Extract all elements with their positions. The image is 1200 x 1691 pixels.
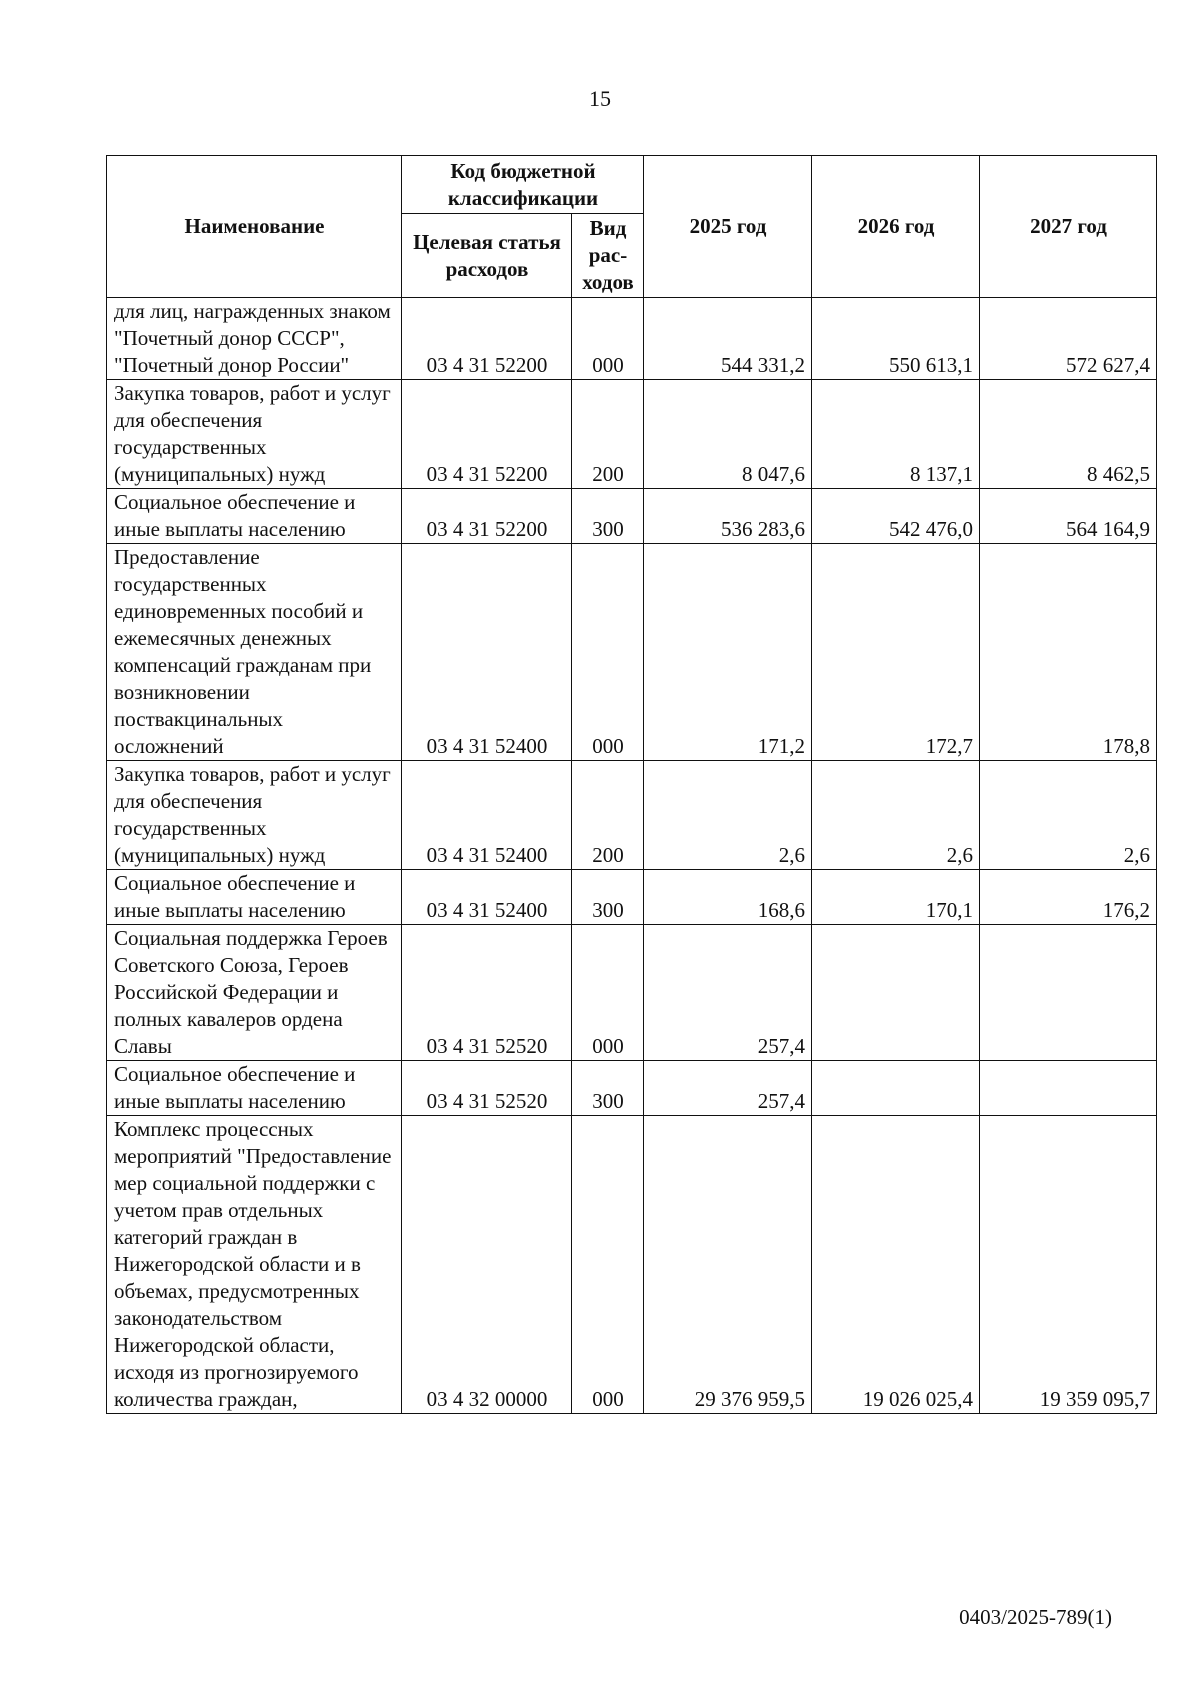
row-expense-type: 300 <box>572 1061 644 1116</box>
table-header <box>107 156 1157 298</box>
row-expense-type: 300 <box>572 870 644 925</box>
row-name: Социальное обеспечение и иные выплаты населению <box>107 489 402 544</box>
row-value-2026 <box>812 925 980 1061</box>
row-value-2026: 19 026 025,4 <box>812 1116 980 1414</box>
table-row <box>107 489 1157 544</box>
table-body <box>107 298 1157 1414</box>
row-target-item: 03 4 31 52200 <box>402 489 572 544</box>
table-row <box>107 544 1157 761</box>
row-value-2025: 168,6 <box>644 870 812 925</box>
row-value-2025: 257,4 <box>644 925 812 1061</box>
budget-table <box>106 155 1157 1414</box>
row-value-2027: 564 164,9 <box>980 489 1157 544</box>
row-expense-type: 200 <box>572 761 644 870</box>
row-value-2026: 542 476,0 <box>812 489 980 544</box>
row-target-item: 03 4 31 52400 <box>402 544 572 761</box>
header-year-2025: 2025 год <box>644 156 812 298</box>
table-row <box>107 761 1157 870</box>
row-expense-type: 000 <box>572 925 644 1061</box>
row-value-2026: 172,7 <box>812 544 980 761</box>
row-target-item: 03 4 32 00000 <box>402 1116 572 1414</box>
row-value-2027: 178,8 <box>980 544 1157 761</box>
row-value-2026: 170,1 <box>812 870 980 925</box>
row-value-2025: 8 047,6 <box>644 380 812 489</box>
header-name: Наименование <box>107 156 402 298</box>
page-number: 15 <box>589 86 611 111</box>
table-row <box>107 870 1157 925</box>
row-value-2027: 8 462,5 <box>980 380 1157 489</box>
row-value-2027: 176,2 <box>980 870 1157 925</box>
table-row <box>107 380 1157 489</box>
row-value-2027: 2,6 <box>980 761 1157 870</box>
row-expense-type: 000 <box>572 544 644 761</box>
row-name: Социальная поддержка Героев Советского Союза, Героев Российской Федерации и полных кавалеров ордена Славы <box>107 925 402 1061</box>
row-expense-type: 300 <box>572 489 644 544</box>
row-value-2026: 8 137,1 <box>812 380 980 489</box>
row-target-item: 03 4 31 52200 <box>402 380 572 489</box>
row-value-2026: 550 613,1 <box>812 298 980 380</box>
header-budget-code: Код бюджетной классификации <box>402 156 644 214</box>
row-value-2025: 536 283,6 <box>644 489 812 544</box>
row-name: Закупка товаров, работ и услуг для обеспечения государственных (муниципальных) нужд <box>107 380 402 489</box>
row-value-2027 <box>980 925 1157 1061</box>
row-value-2026: 2,6 <box>812 761 980 870</box>
header-year-2026: 2026 год <box>812 156 980 298</box>
table-row <box>107 298 1157 380</box>
row-value-2025: 2,6 <box>644 761 812 870</box>
row-value-2025: 257,4 <box>644 1061 812 1116</box>
header-target-item: Целевая статья расходов <box>402 214 572 298</box>
row-target-item: 03 4 31 52520 <box>402 925 572 1061</box>
row-name: Социальное обеспечение и иные выплаты населению <box>107 1061 402 1116</box>
row-value-2027 <box>980 1061 1157 1116</box>
row-name: для лиц, награжденных знаком "Почетный донор СССР", "Почетный донор России" <box>107 298 402 380</box>
row-value-2025: 544 331,2 <box>644 298 812 380</box>
header-year-2027: 2027 год <box>980 156 1157 298</box>
row-name: Закупка товаров, работ и услуг для обеспечения государственных (муниципальных) нужд <box>107 761 402 870</box>
row-value-2026 <box>812 1061 980 1116</box>
table-row <box>107 1116 1157 1414</box>
row-target-item: 03 4 31 52520 <box>402 1061 572 1116</box>
row-name: Социальное обеспечение и иные выплаты населению <box>107 870 402 925</box>
table-row <box>107 925 1157 1061</box>
row-value-2025: 29 376 959,5 <box>644 1116 812 1414</box>
row-target-item: 03 4 31 52400 <box>402 761 572 870</box>
row-value-2025: 171,2 <box>644 544 812 761</box>
header-expense-type: Вид рас-ходов <box>572 214 644 298</box>
row-expense-type: 000 <box>572 298 644 380</box>
row-name: Предоставление государственных единовременных пособий и ежемесячных денежных компенсаций гражданам при возникновении поствакцинальных осложнений <box>107 544 402 761</box>
row-target-item: 03 4 31 52200 <box>402 298 572 380</box>
row-expense-type: 200 <box>572 380 644 489</box>
row-value-2027: 19 359 095,7 <box>980 1116 1157 1414</box>
row-value-2027: 572 627,4 <box>980 298 1157 380</box>
document-code: 0403/2025-789(1) <box>959 1605 1112 1629</box>
row-name: Комплекс процессных мероприятий "Предоставление мер социальной поддержки с учетом прав отдельных категорий граждан в Нижегородской области и в объемах, предусмотренных законодательством Нижегородской области, исходя из прогнозируемого количества граждан, <box>107 1116 402 1414</box>
row-target-item: 03 4 31 52400 <box>402 870 572 925</box>
table-row <box>107 1061 1157 1116</box>
row-expense-type: 000 <box>572 1116 644 1414</box>
